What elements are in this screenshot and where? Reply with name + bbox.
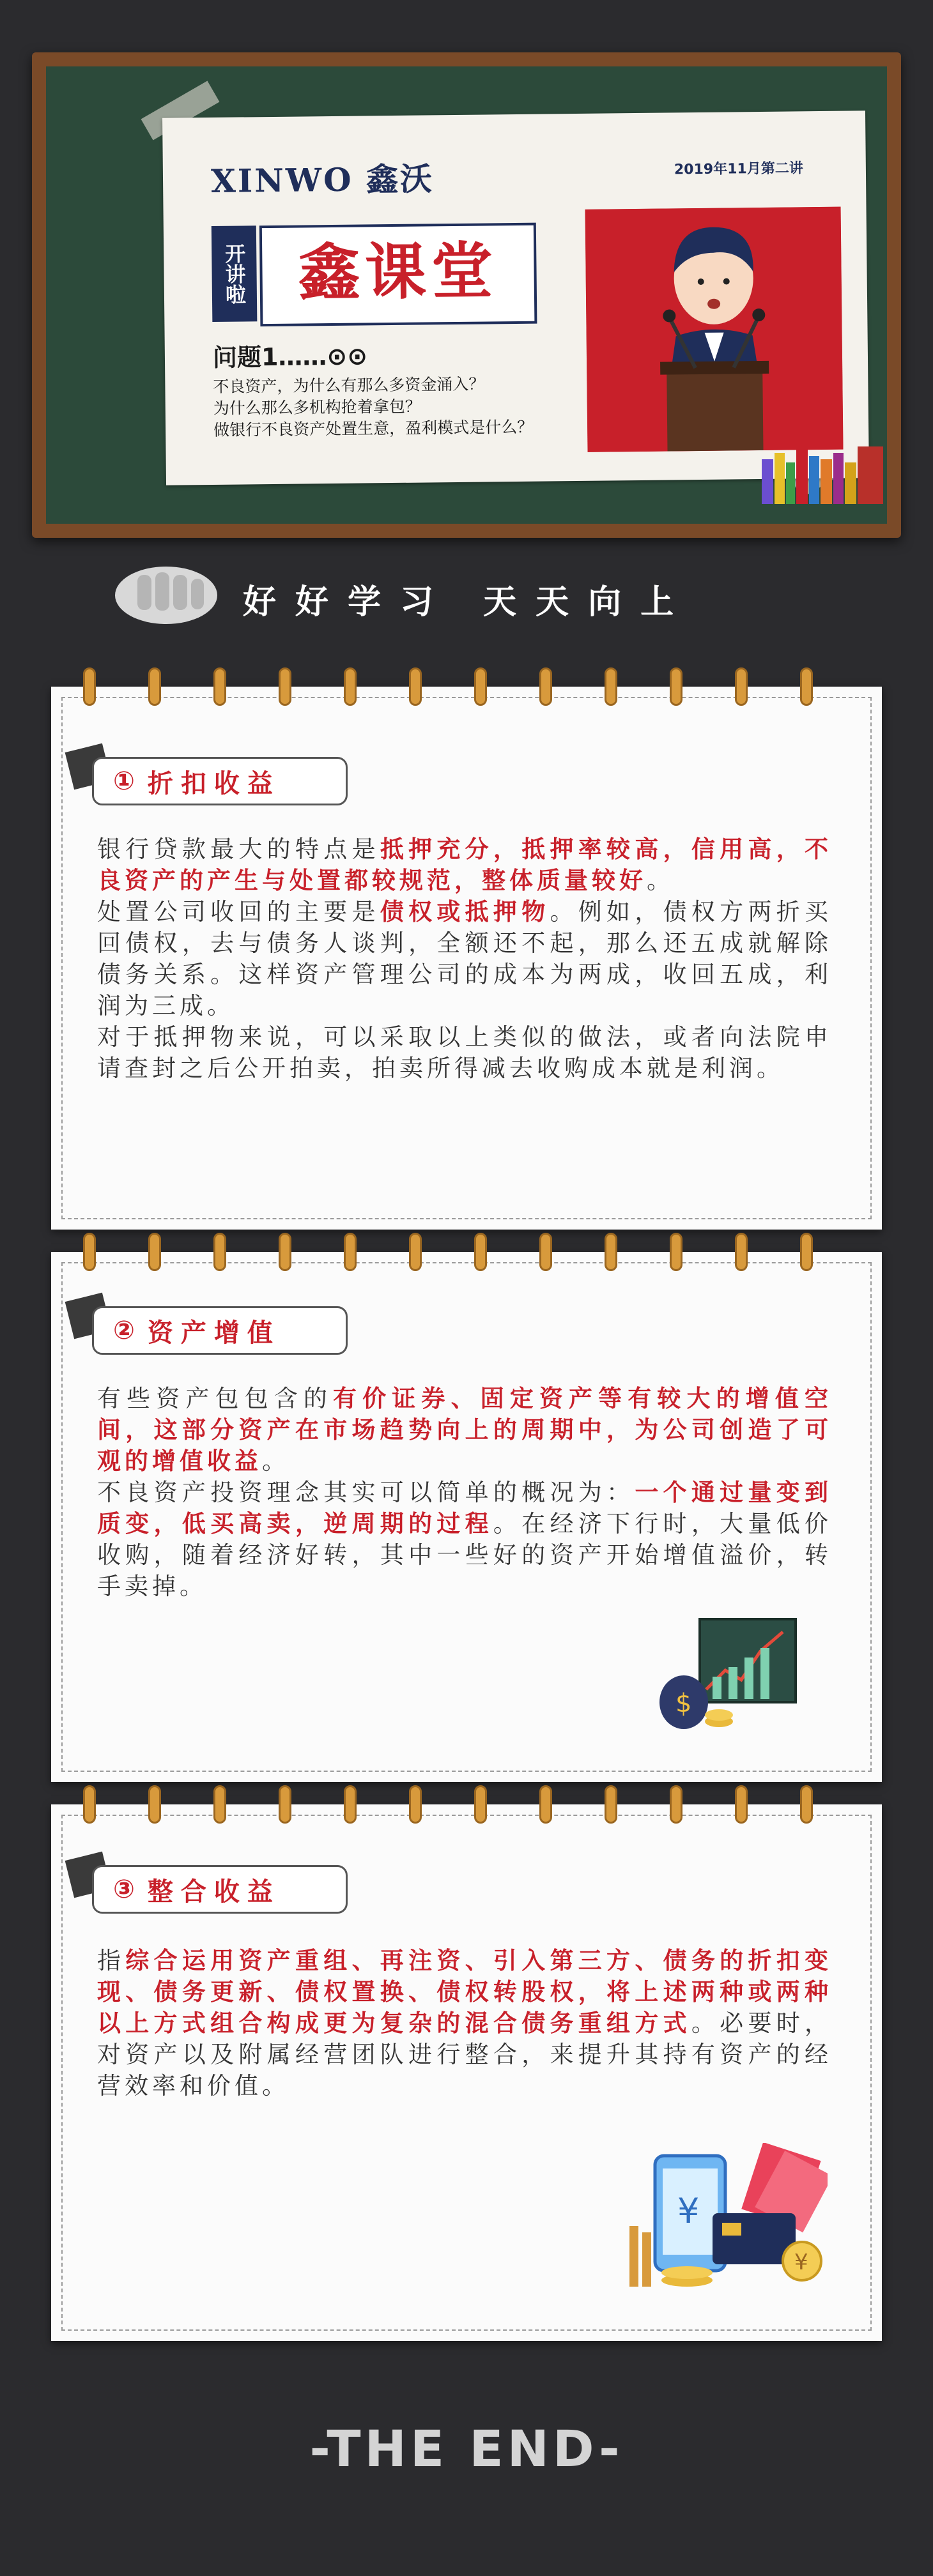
section-card-discount — [51, 687, 882, 1230]
chalkboard-frame — [32, 52, 901, 538]
body-text-run: 。 — [262, 1447, 289, 1475]
highlight-text: 有价证券、固定资产等有较大的增值空间，这部分资产在市场趋势向上的周期中，为公司创造了可观的增值收益 — [97, 1385, 832, 1475]
section-paragraph — [97, 1945, 832, 2101]
header-paper — [162, 111, 869, 485]
binder-ring — [344, 1785, 357, 1824]
question-title: 问题1……⊙⊙ — [212, 342, 368, 372]
question-line: 做银行不良资产处置生意，盈利模式是什么？ — [213, 417, 534, 439]
chalkboard — [46, 66, 887, 524]
section-number: ① — [113, 766, 135, 796]
binder-ring — [213, 667, 226, 706]
section-paragraph — [97, 834, 832, 896]
binder-ring — [148, 1233, 161, 1271]
binder-ring — [539, 1233, 552, 1271]
section-paragraph — [97, 896, 832, 1021]
svg-text:¥: ¥ — [794, 2250, 808, 2275]
section-card-appreciation — [51, 1252, 882, 1782]
body-text-run: 。例如，债权方两折买回债权，去与债务人谈判，全额还不起，那么还五成就解除债务关系。这样资产管理公司的成本为两成，收回五成，利润为三成。 — [97, 898, 833, 1019]
binder-ring — [83, 1233, 96, 1271]
binder-ring — [279, 1233, 291, 1271]
section-badge — [92, 1306, 348, 1355]
binder-ring — [800, 1233, 813, 1271]
section-title: 整合收益 — [147, 1877, 281, 1907]
slogan: 好好学习 天天向上 — [243, 583, 693, 621]
binder-ring — [148, 1785, 161, 1824]
finance-illustration — [617, 2143, 828, 2290]
body-text-run: 处置公司收回的主要是 — [97, 898, 380, 926]
section-body — [97, 1945, 832, 2101]
binder-ring — [279, 1785, 291, 1824]
binder-ring — [800, 1785, 813, 1824]
body-text-run: 对于抵押物来说，可以采取以上类似的做法，或者向法院申请查封之后公开拍卖，拍卖所得减去收购成本就是利润。 — [97, 1023, 832, 1082]
binder-ring — [213, 1233, 226, 1271]
speaker-icon — [585, 207, 844, 452]
section-body — [97, 1383, 832, 1602]
section-card-integration — [51, 1804, 882, 2341]
binder-ring — [409, 1233, 422, 1271]
body-text-run: 。必要时，对资产以及附属经营团队进行整合，来提升其持有资产的经营效率和价值。 — [97, 2009, 833, 2100]
fist-icon — [105, 556, 220, 632]
binder-ring — [670, 1233, 682, 1271]
binder-ring — [344, 667, 357, 706]
question-body — [213, 372, 571, 441]
section-paragraph — [97, 1021, 832, 1084]
highlight-text: 抵押充分，抵押率较高，信用高，不良资产的产生与处置都较规范，整体质量较好 — [97, 835, 833, 894]
highlight-text: 综合运用资产重组、再注资、引入第三方、债务的折扣变现、债务更新、债权置换、债权转股权，将上述两种或两种以上方式组合构成更为复杂的混合债务重组方式 — [97, 1947, 832, 2037]
binder-ring — [735, 667, 748, 706]
body-text-run: 不良资产投资理念其实可以简单的概况为： — [97, 1479, 635, 1506]
binder-ring — [409, 667, 422, 706]
section-number: ② — [113, 1316, 135, 1345]
question-line: 不良资产，为什么有那么多资金涌入？ — [213, 374, 485, 396]
body-text-run: 银行贷款最大的特点是 — [97, 835, 380, 863]
fist-illustration — [105, 556, 220, 632]
binder-ring — [670, 667, 682, 706]
body-text-run: 。 — [647, 867, 674, 894]
body-text-run: 指 — [97, 1947, 126, 1974]
section-title: 资产增值 — [147, 1318, 281, 1348]
section-badge — [92, 1865, 348, 1914]
binder-ring — [409, 1785, 422, 1824]
phone-card-coins-icon — [617, 2143, 828, 2290]
binder-ring — [539, 1785, 552, 1824]
binder-ring — [474, 1785, 487, 1824]
binder-ring — [670, 1785, 682, 1824]
section-title: 折扣收益 — [147, 768, 281, 798]
binder-ring — [344, 1233, 357, 1271]
binder-ring — [83, 667, 96, 706]
question-line: 为什么那么多机构抢着拿包？ — [213, 397, 421, 418]
page-title: 鑫课堂 — [259, 223, 537, 327]
section-paragraph — [97, 1477, 832, 1602]
highlight-text: 一个通过量变到质变，低买高卖，逆周期的过程 — [97, 1479, 833, 1537]
lecture-tag: 开讲啦 — [212, 225, 258, 322]
money-bag-chart-icon — [655, 1613, 808, 1734]
binder-ring — [735, 1785, 748, 1824]
binder-ring — [539, 667, 552, 706]
section-badge — [92, 757, 348, 805]
speaker-illustration — [585, 207, 844, 452]
binder-ring — [605, 667, 617, 706]
binder-ring — [213, 1785, 226, 1824]
chart-board-illustration — [655, 1613, 808, 1734]
lecture-date: 2019年11月第二讲 — [674, 160, 803, 178]
binder-ring — [605, 1785, 617, 1824]
binder-ring — [735, 1233, 748, 1271]
highlight-text: 债权或抵押物 — [380, 898, 550, 926]
body-text-run: 。在经济下行时，大量低价收购，随着经济好转，其中一些好的资产开始增值溢价，转手卖掉。 — [97, 1510, 833, 1600]
binder-ring — [279, 667, 291, 706]
section-body — [97, 834, 832, 1084]
binder-ring — [605, 1233, 617, 1271]
body-text-run: 有些资产包包含的 — [97, 1385, 333, 1412]
svg-text:¥: ¥ — [677, 2191, 700, 2231]
binder-ring — [474, 667, 487, 706]
binder-ring — [474, 1233, 487, 1271]
binder-ring — [83, 1785, 96, 1824]
binder-ring — [148, 667, 161, 706]
brand-logo: XINWO 鑫沃 — [210, 160, 435, 200]
the-end-footer: -THE END- — [309, 2421, 624, 2478]
section-number: ③ — [113, 1875, 135, 1904]
books-icon — [762, 440, 890, 504]
svg-text:$: $ — [675, 1689, 692, 1718]
binder-ring — [800, 667, 813, 706]
books-decoration — [762, 440, 890, 504]
section-paragraph — [97, 1383, 832, 1477]
